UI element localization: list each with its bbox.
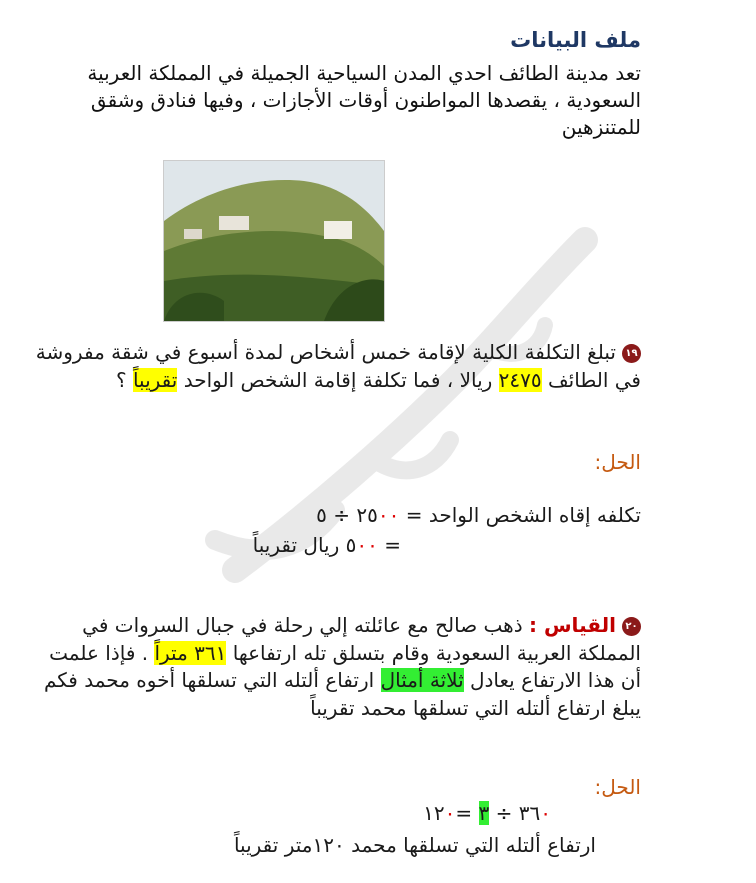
question-text: ذهب صالح مع عائلته إلي رحلة في جبال السروات في المملكة العربية السعودية وقام بتسلق تله ارتفاعها xyxy=(82,613,641,665)
question-text: . فإذا علمت أن هذا الارتفاع يعادل xyxy=(49,640,641,692)
question-20 xyxy=(31,612,641,722)
question-text: تبلغ التكلفة الكلية لإقامة خمس أشخاص لمدة أسبوع في شقة مفروشة في الطائف xyxy=(35,340,641,392)
equation-zero: ٠ xyxy=(444,801,456,825)
equation-text: ٥ xyxy=(345,533,357,557)
equation-text: ÷ xyxy=(489,801,519,825)
question-19 xyxy=(31,338,641,394)
question-number-badge: ٢٠ xyxy=(622,617,641,636)
equation-text: = xyxy=(455,801,479,825)
equation-text: ١٢ xyxy=(423,801,445,825)
equation-text: ÷ ٥ xyxy=(316,503,357,527)
equation-zero: ٠ xyxy=(540,801,551,825)
solution-19-line-1 xyxy=(316,500,641,530)
equation-equals: = xyxy=(377,533,401,557)
equation-zeros: ٠٠ xyxy=(377,503,400,527)
highlight-divisor: ٣ xyxy=(478,801,490,825)
equation-text: تكلفه إقاه الشخص الواحد = ٢٥ xyxy=(356,503,641,527)
highlight-approx: تقريباً xyxy=(132,368,178,392)
solution-20-answer: ارتفاع ألتله التي تسلقها محمد ١٢٠متر تقريباً xyxy=(233,833,596,857)
question-text: ارتفاع ألتله التي تسلقها أخوه محمد فكم يبلغ ارتفاع ألتله التي تسلقها محمد تقريباً xyxy=(43,668,641,720)
keyword-measurement: القياس : xyxy=(529,613,616,637)
question-text: ريالا ، فما تكلفة إقامة الشخص الواحد xyxy=(177,368,499,392)
highlight-height: ٣٦١ متراً xyxy=(154,640,227,665)
solution-label-19: الحل: xyxy=(594,450,641,474)
taif-landscape-photo xyxy=(163,160,385,322)
question-text: ؟ xyxy=(115,368,133,392)
highlight-amount: ٢٤٧٥ xyxy=(498,368,542,392)
question-number-badge: ١٩ xyxy=(622,344,641,363)
solution-20-equation xyxy=(423,798,551,828)
solution-19-line-2 xyxy=(253,530,401,560)
highlight-three-times: ثلاثة أمثال xyxy=(380,668,464,692)
equation-zeros: ٠٠ xyxy=(356,533,378,557)
solution-label-20: الحل: xyxy=(594,775,641,799)
equation-text: ٣٦ xyxy=(518,801,541,825)
page-title: ملف البيانات xyxy=(510,28,641,52)
intro-paragraph: تعد مدينة الطائف احدي المدن السياحية الجميلة في المملكة العربية السعودية ، يقصدها المواطنون أوقات الأجازات ، وفيها فنادق وشقق للمتنزهين xyxy=(87,61,641,139)
landscape-image xyxy=(164,161,384,321)
equation-text: ريال تقريباً xyxy=(252,533,346,557)
